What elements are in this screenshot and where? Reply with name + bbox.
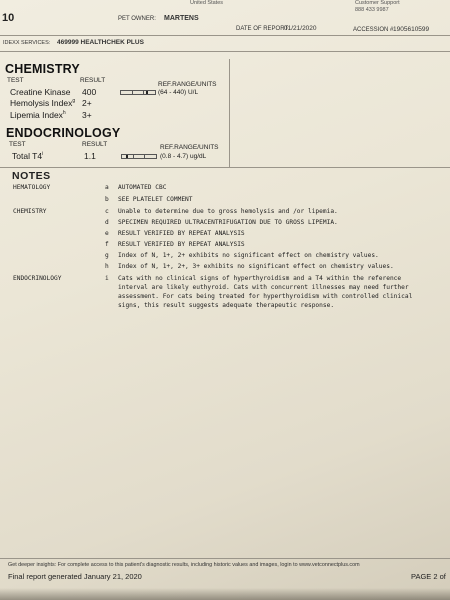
date-label: DATE OF REPORT	[236, 26, 289, 32]
chemistry-col-ref: REF.RANGE/UNITS	[158, 81, 217, 88]
note-text: AUTOMATED CBC	[118, 184, 167, 191]
header-divider	[0, 35, 450, 36]
notes-group-label: HEMATOLOGY	[13, 184, 51, 191]
report-date: 01/21/2020	[284, 25, 317, 32]
footer-generated: Final report generated January 21, 2020	[8, 572, 142, 581]
note-text: Unable to determine due to gross hemolysis and /or lipemia.	[118, 208, 338, 215]
footer-page-number: PAGE 2 of	[411, 572, 446, 581]
test-name: Creatine Kinase	[10, 87, 71, 97]
note-key: b	[105, 196, 109, 203]
notes-group-label: CHEMISTRY	[13, 208, 47, 215]
test-ref-range: (64 - 440) U/L	[158, 89, 199, 96]
notes-title: NOTES	[12, 170, 51, 182]
endocrinology-col-test: TEST	[9, 141, 26, 148]
note-key: e	[105, 230, 109, 237]
note-key: h	[105, 263, 109, 270]
test-name: Hemolysis Index$^g$	[10, 98, 76, 108]
chemistry-col-test: TEST	[7, 77, 24, 84]
test-name: Total T4$^i$	[12, 151, 44, 161]
endocrinology-col-ref: REF.RANGE/UNITS	[160, 144, 219, 151]
note-text: Index of N, 1+, 2+ exhibits no significant effect on chemistry values.	[118, 252, 379, 259]
services-divider	[0, 51, 450, 52]
range-gauge	[121, 154, 157, 159]
results-box-right-rule	[229, 59, 230, 167]
footer-insights: Get deeper insights: For complete access to this patient's diagnostic results, including historic values and images, login to www.vetconnectplus.com	[8, 562, 360, 568]
services-value: 469999 HEALTHCHEK PLUS	[57, 39, 144, 46]
pet-owner-label: PET OWNER:	[118, 16, 156, 22]
footer-divider	[0, 558, 450, 559]
test-ref-range: (0.8 - 4.7) ug/dL	[160, 153, 207, 160]
header-country: United States	[190, 0, 224, 6]
note-text: SPECIMEN REQUIRED ULTRACENTRIFUGATION DUE TO GROSS LIPEMIA.	[118, 219, 338, 226]
test-result: 1.1	[84, 151, 96, 161]
note-text-line: signs, this result suggests adequate therapeutic response.	[118, 302, 335, 309]
note-text: RESULT VERIFIED BY REPEAT ANALYSIS	[118, 241, 245, 248]
note-key: f	[105, 241, 109, 248]
services-label: IDEXX SERVICES:	[3, 40, 51, 46]
note-key: g	[105, 252, 109, 259]
note-key: a	[105, 184, 109, 191]
support-phone: 888 433 9987	[355, 7, 389, 13]
test-result: 400	[82, 87, 97, 97]
notes-group-label: ENDOCRINOLOGY	[13, 275, 62, 282]
note-key: d	[105, 219, 109, 226]
test-result: 2+	[82, 98, 92, 108]
chemistry-col-result: RESULT	[80, 77, 106, 84]
note-text: SEE PLATELET COMMENT	[118, 196, 193, 203]
support-label: Customer Support	[355, 0, 400, 6]
gauge-marker	[146, 91, 148, 94]
test-result: 3+	[82, 110, 92, 120]
chemistry-title: CHEMISTRY	[5, 62, 80, 76]
range-gauge	[120, 90, 156, 95]
endocrinology-title: ENDOCRINOLOGY	[6, 126, 121, 140]
gauge-marker	[126, 155, 128, 158]
note-text-line: assessment. For cats being treated for hyperthyroidism with controlled clinical	[118, 293, 413, 300]
logo-fragment: 10	[2, 12, 15, 24]
note-text: Index of N, 1+, 2+, 3+ exhibits no significant effect on chemistry values.	[118, 263, 394, 270]
note-key: i	[105, 275, 109, 282]
endocrinology-col-result: RESULT	[82, 141, 108, 148]
pet-owner-name: MARTENS	[164, 15, 199, 22]
note-key: c	[105, 208, 109, 215]
note-text-line: Cats with no clinical signs of hyperthyroidism and a T4 within the reference	[118, 275, 402, 282]
accession-number: 1905610599	[393, 26, 430, 33]
results-bottom-rule	[0, 167, 450, 168]
test-name: Lipemia Index$^h$	[10, 110, 66, 120]
page-shadow	[0, 588, 450, 600]
note-text: RESULT VERIFIED BY REPEAT ANALYSIS	[118, 230, 245, 237]
accession-label: ACCESSION #	[353, 27, 394, 33]
note-text-line: interval are likely euthyroid. Cats with concurrent illnesses may need further	[118, 284, 409, 291]
